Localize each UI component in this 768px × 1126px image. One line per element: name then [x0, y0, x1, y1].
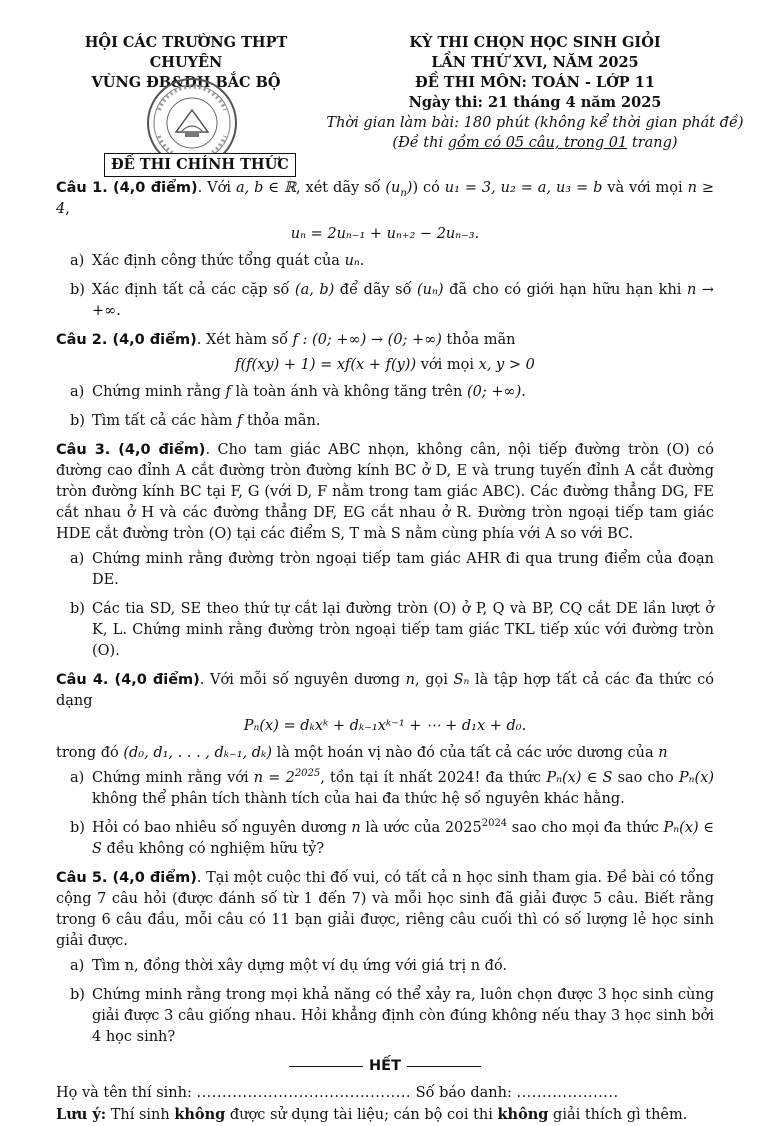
q1-part-a-end: .	[359, 253, 365, 269]
q1-part-b-math: n → +∞	[92, 282, 714, 319]
q4-part-b-power	[445, 820, 507, 836]
exam-title-line-1: KỲ THI CHỌN HỌC SINH GIỎI	[409, 34, 661, 51]
q2-functional-equation	[56, 355, 714, 376]
q2-part-b-text: Tìm tất cả các hàm	[92, 413, 238, 429]
q5-part-a-text: Tìm n, đồng thời xây dựng một ví dụ ứng với giá trị n đó.	[92, 958, 508, 974]
q1-text: , xét dãy số	[296, 180, 386, 196]
q1-text: . Với	[197, 180, 236, 196]
q2-part-b-math: f	[237, 413, 243, 429]
q2-part-a-text: Chứng minh rằng	[92, 384, 226, 400]
question-4	[56, 670, 714, 712]
q4-math: n	[405, 672, 415, 688]
q1-part-b-math: (uₙ)	[417, 282, 444, 298]
note-text: được sử dụng tài liệu; cán bộ coi thi	[225, 1107, 498, 1123]
question-3	[56, 440, 714, 545]
page-count-main: gồm có 05 câu, trong 01	[447, 135, 628, 151]
note-text: Thí sinh	[106, 1107, 175, 1123]
q2-equation-math: f(f(xy) + 1) = xf(x + f(y))	[235, 357, 417, 373]
candidate-name-label: Họ và tên thí sinh:	[56, 1085, 197, 1101]
note-emphasis: không	[174, 1106, 226, 1123]
q4-part-b-text: Hỏi có bao nhiêu số nguyên dương	[92, 820, 352, 836]
q4-part-a-math: Pₙ(x)	[678, 770, 714, 786]
q2-part-a-math: f	[225, 384, 231, 400]
q3-part-a-text: Chứng minh rằng đường tròn ngoại tiếp tam giác AHR đi qua trung điểm của đoạn DE.	[92, 551, 714, 588]
q4-part-a-key: a)	[70, 770, 85, 786]
q1-text: ) có	[412, 180, 445, 196]
question-5-label: Câu 5. (4,0 điểm)	[56, 870, 197, 886]
note-text: giải thích gì thêm.	[548, 1107, 688, 1123]
q2-text: thỏa mãn	[441, 332, 516, 348]
question-2-label: Câu 2. (4,0 điểm)	[56, 332, 197, 348]
q4-part-b-math: n	[351, 820, 361, 836]
organizer-line-2: VÙNG ĐB&DH BẮC BỘ	[91, 74, 281, 91]
q1-math: n ≥ 4	[56, 180, 714, 217]
end-label: HẾT	[369, 1058, 401, 1074]
q4-part-a-power-base: n = 2	[253, 770, 295, 786]
q5-part-a-key: a)	[70, 958, 85, 974]
end-rule-right	[407, 1066, 481, 1067]
exam-subject: ĐỀ THI MÔN: TOÁN - LỚP 11	[415, 74, 655, 91]
q3-statement: . Cho tam giác ABC nhọn, không cân, nội tiếp đường tròn (O) có đường cao đỉnh A cắt đường tròn đường kính BC ở D, E và trung tuyến đỉnh A cắt đường tròn đường kính BC tại F, G (với D, F nằm trong tam giác ABC). Các đường thẳng DG, FE cắt nhau ở H và các đường thẳng DF, EG cắt nhau ở R. Đường tròn ngoại tiếp tam giác HDE cắt đường tròn (O) tại các điểm S, T mà S nằm cùng phía với A so với BC.	[56, 442, 714, 542]
q2-part-b	[56, 411, 714, 432]
q1-part-b-key: b)	[70, 282, 85, 298]
q1-part-a	[56, 251, 714, 272]
q1-math: u₁ = 3, u₂ = a, u₃ = b	[444, 180, 603, 196]
q2-part-a-math: (0; +∞)	[466, 384, 522, 400]
q4-part-b-text: là ước của	[360, 820, 445, 836]
q4-part-a-text: sao cho	[612, 770, 679, 786]
q2-equation-math: x, y > 0	[478, 357, 535, 373]
question-1	[56, 178, 714, 220]
q4-part-a-text: Chứng minh rằng với	[92, 770, 254, 786]
q1-part-a-math: uₙ	[344, 253, 360, 269]
exam-header	[325, 33, 745, 153]
q4-text: là tập hợp tất cả các đa thức có dạng	[56, 672, 715, 709]
q4-condition-math: n	[658, 745, 668, 761]
q3-part-a	[56, 549, 714, 591]
q4-condition-text: trong đó	[56, 745, 124, 761]
q1-math: $(u_n)$	[385, 180, 413, 199]
question-4-label: Câu 4. (4,0 điểm)	[56, 672, 200, 688]
q4-text: . Với mỗi số nguyên dương	[199, 672, 406, 688]
q5-part-a	[56, 956, 714, 977]
q4-part-b	[56, 818, 714, 860]
q1-part-b-text: để dãy số	[334, 282, 418, 298]
exam-body	[56, 178, 714, 1126]
q1-text: và với mọi	[602, 180, 688, 196]
note-emphasis: không	[497, 1106, 549, 1123]
q2-part-a-key: a)	[70, 384, 85, 400]
q4-part-b-power-exp: 2024	[481, 818, 508, 830]
q4-part-b-text: sao cho mọi đa thức	[507, 820, 664, 836]
q3-part-b-text: Các tia SD, SE theo thứ tự cắt lại đường tròn (O) ở P, Q và BP, CQ cắt DE lần lượt ở K, L. Chứng minh rằng đường tròn ngoại tiếp tam giác TKL tiếp xúc với đường tròn (O).	[92, 601, 714, 659]
q1-part-a-text: Xác định công thức tổng quát của	[92, 253, 345, 269]
q4-math: Sₙ	[453, 672, 470, 688]
q4-part-a-power-exp: 2025	[294, 768, 321, 780]
page-count-prefix: (Đề thi	[392, 135, 448, 151]
q4-text: , gọi	[415, 672, 454, 688]
q5-part-b	[56, 985, 714, 1048]
q4-polynomial-equation: Pₙ(x) = dₖxᵏ + dₖ₋₁xᵏ⁻¹ + ⋯ + d₁x + d₀.	[243, 718, 527, 734]
q1-part-b-text: Xác định tất cả các cặp số	[92, 282, 295, 298]
q4-part-b-power-base: 2025	[444, 820, 482, 836]
q1-math-part: (u	[385, 180, 401, 196]
q5-part-b-key: b)	[70, 987, 85, 1003]
q1-text: ,	[65, 201, 70, 217]
q1-part-b	[56, 280, 714, 322]
q4-part-b-key: b)	[70, 820, 85, 836]
q2-math: f : (0; +∞) → (0; +∞)	[292, 332, 442, 348]
page-count-suffix: trang)	[627, 135, 678, 151]
q1-recurrence-equation: uₙ = 2uₙ₋₁ + uₙ₊₂ − 2uₙ₋₃.	[290, 226, 480, 242]
q4-part-a-math	[254, 770, 320, 786]
q2-part-b-text: thỏa mãn.	[242, 413, 321, 429]
question-5	[56, 868, 714, 952]
candidate-info-line	[56, 1083, 714, 1104]
exam-page-count	[325, 133, 745, 153]
q2-part-a-end: .	[521, 384, 526, 400]
q1-math: a, b ∈ ℝ	[235, 180, 297, 196]
question-1-label: Câu 1. (4,0 điểm)	[56, 180, 198, 196]
q1-part-a-key: a)	[70, 253, 85, 269]
q2-equation-text: với mọi	[416, 357, 479, 373]
q3-part-b-key: b)	[70, 601, 85, 617]
q4-part-b-text: đều không có nghiệm hữu tỷ?	[101, 841, 325, 857]
q2-text: . Xét hàm số	[196, 332, 293, 348]
q4-condition	[56, 743, 714, 764]
organizer-line-1: HỘI CÁC TRƯỜNG THPT CHUYÊN	[84, 34, 288, 71]
question-2	[56, 330, 714, 351]
note-label: Lưu ý:	[56, 1106, 107, 1123]
end-rule-left	[289, 1066, 363, 1067]
q4-part-a-text: không thể phân tích thành tích của hai đa thức hệ số nguyên khác hằng.	[92, 791, 625, 807]
q2-part-a	[56, 382, 714, 403]
official-exam-label: ĐỀ THI CHÍNH THỨC	[104, 153, 296, 177]
q1-part-b-end: .	[116, 303, 121, 319]
candidate-id-blank: ....................	[516, 1085, 619, 1101]
q5-part-b-text: Chứng minh rằng trong mọi khả năng có thể xảy ra, luôn chọn được 3 học sinh cùng giải được 3 câu giống nhau. Hỏi khẳng định còn đúng không nếu thay 3 học sinh bởi 4 học sinh?	[92, 987, 714, 1045]
exam-title-line-2: LẦN THỨ XVI, NĂM 2025	[431, 54, 639, 71]
q4-condition-text: là một hoán vị nào đó của tất cả các ước dương của	[271, 745, 659, 761]
exam-note	[56, 1104, 714, 1126]
exam-duration: Thời gian làm bài: 180 phút (không kể thời gian phát đề)	[326, 115, 744, 131]
q4-condition-math: (d₀, d₁, . . . , dₖ₋₁, dₖ)	[123, 745, 272, 761]
q3-part-b	[56, 599, 714, 662]
end-marker	[56, 1056, 714, 1077]
candidate-id-label: Số báo danh:	[411, 1085, 517, 1101]
q5-statement: . Tại một cuộc thi đố vui, có tất cả n học sinh tham gia. Đề bài có tổng cộng 7 câu hỏi (được đánh số từ 1 đến 7) và mỗi học sinh đã giải được 5 câu. Biết rằng trong 6 câu đầu, mỗi câu có 11 bạn giải được, riêng câu cuối thì có số lượng lẻ học sinh giải được.	[56, 870, 714, 949]
q4-part-a-math: Pₙ(x) ∈ S	[546, 770, 613, 786]
q2-part-a-text: là toàn ánh và không tăng trên	[230, 384, 467, 400]
q1-part-b-text: đã cho có giới hạn hữu hạn khi	[443, 282, 687, 298]
candidate-name-blank: ..........................................	[196, 1085, 412, 1101]
exam-date: Ngày thi: 21 tháng 4 năm 2025	[408, 94, 662, 111]
q3-part-a-key: a)	[70, 551, 85, 567]
question-3-label: Câu 3. (4,0 điểm)	[56, 442, 206, 458]
q2-part-b-key: b)	[70, 413, 85, 429]
q4-part-a-text: , tồn tại ít nhất 2024! đa thức	[320, 770, 547, 786]
q4-part-b-math: Pₙ(x) ∈ S	[92, 820, 715, 857]
q1-part-b-math: (a, b)	[294, 282, 335, 298]
q4-part-a	[56, 768, 714, 810]
